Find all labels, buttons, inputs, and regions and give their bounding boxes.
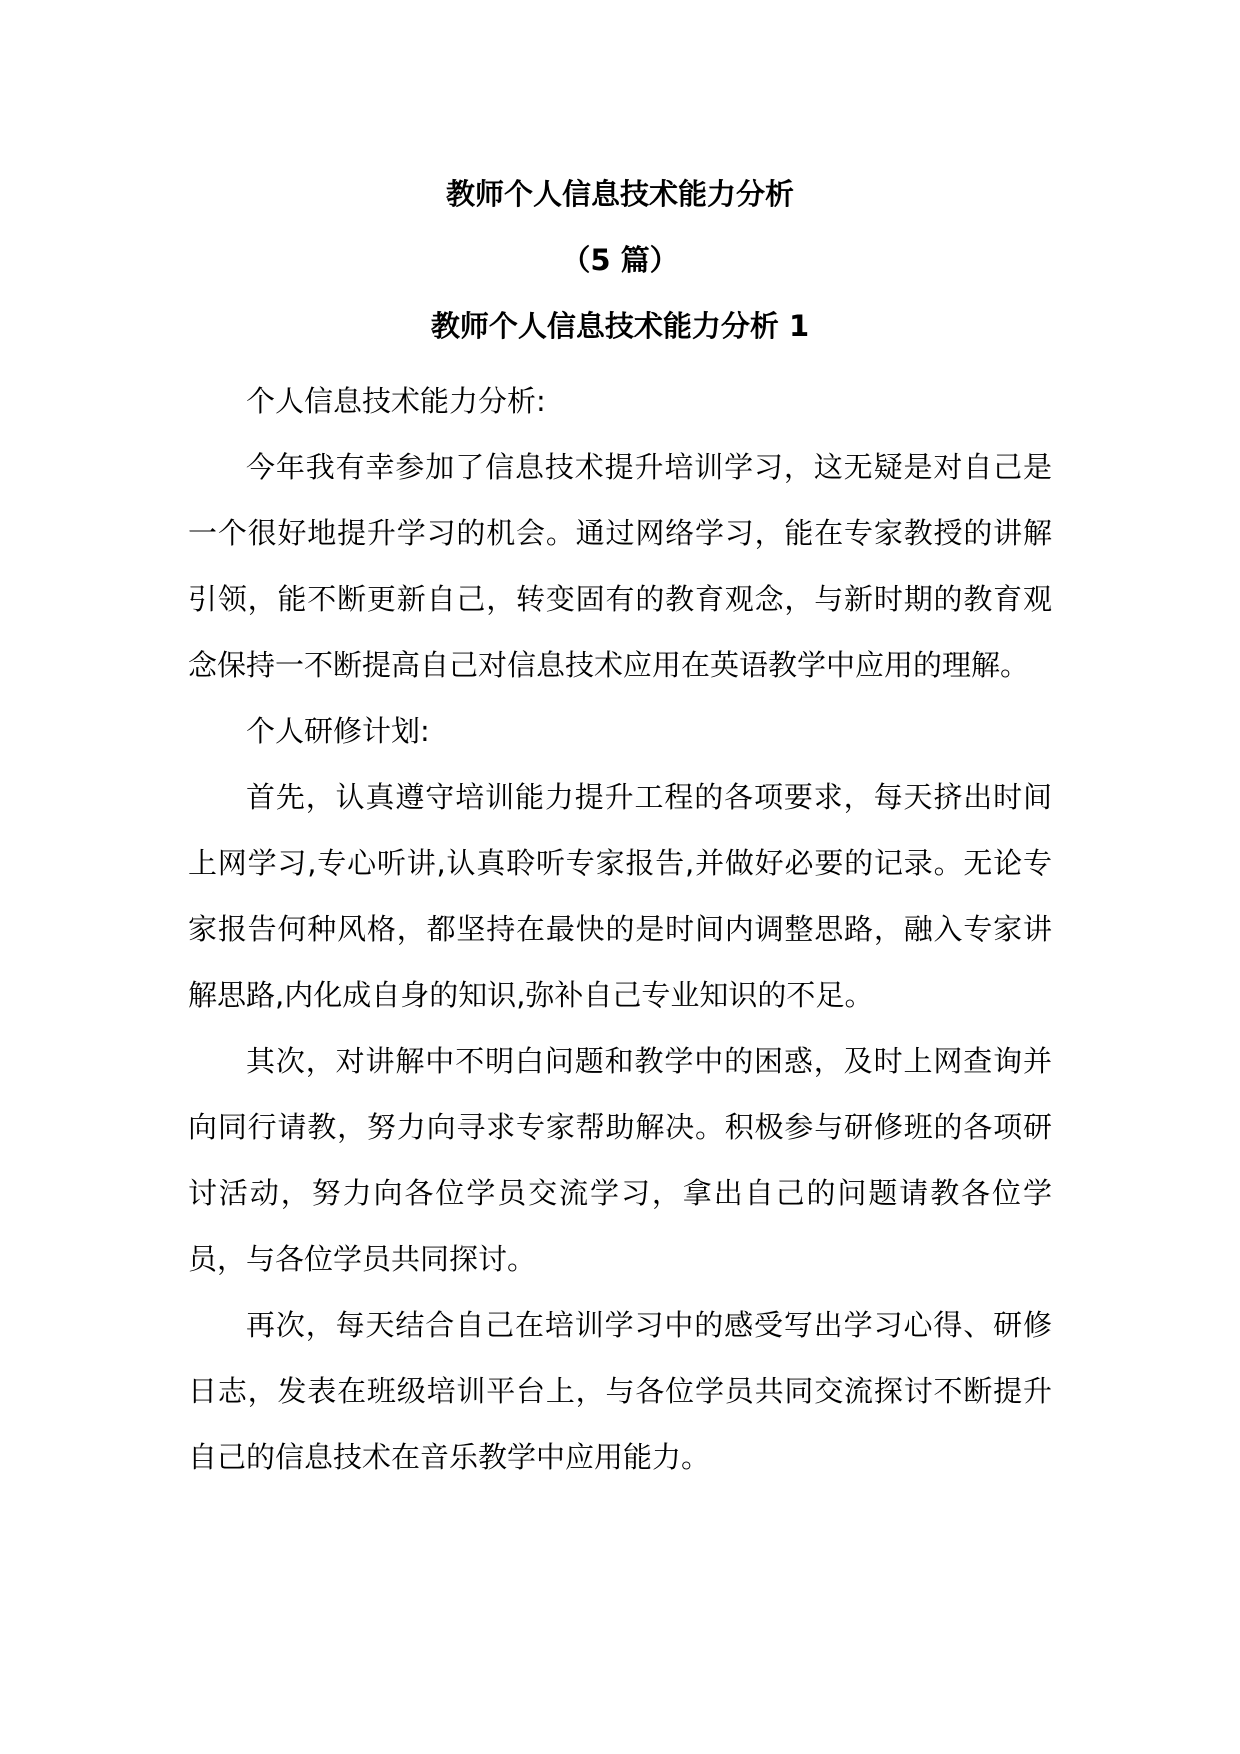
paragraph-first: 首先，认真遵守培训能力提升工程的各项要求，每天挤出时间上网学习,专心听讲,认真聆听专家报告,并做好必要的记录。无论专家报告何种风格，都坚持在最快的是时间内调整思路，融入专家讲解思路,内化成自身的知识,弥补自己专业知识的不足。 — [188, 780, 1052, 1012]
document-title: 教师个人信息技术能力分析 — [445, 177, 794, 211]
paragraph-ability-analysis-heading: 个人信息技术能力分析: — [246, 384, 546, 418]
paragraph-study-plan-heading: 个人研修计划: — [246, 714, 430, 748]
document-page — [188, 176, 1052, 1490]
paragraph-ability-analysis: 今年我有幸参加了信息技术提升培训学习，这无疑是对自己是一个很好地提升学习的机会。通过网络学习，能在专家教授的讲解引领，能不断更新自己，转变固有的教育观念，与新时期的教育观念保持一不断提高自己对信息技术应用在英语教学中应用的理解。 — [188, 450, 1052, 682]
section-title: 教师个人信息技术能力分析 1 — [430, 309, 810, 343]
paragraph-third: 再次，每天结合自己在培训学习中的感受写出学习心得、研修日志，发表在班级培训平台上，与各位学员共同交流探讨不断提升自己的信息技术在音乐教学中应用能力。 — [188, 1308, 1052, 1474]
document-subtitle: （5 篇） — [561, 243, 679, 277]
paragraph-second: 其次，对讲解中不明白问题和教学中的困惑，及时上网查询并向同行请教，努力向寻求专家帮助解决。积极参与研修班的各项研讨活动，努力向各位学员交流学习，拿出自己的问题请教各位学员，与各位学员共同探讨。 — [188, 1044, 1052, 1276]
